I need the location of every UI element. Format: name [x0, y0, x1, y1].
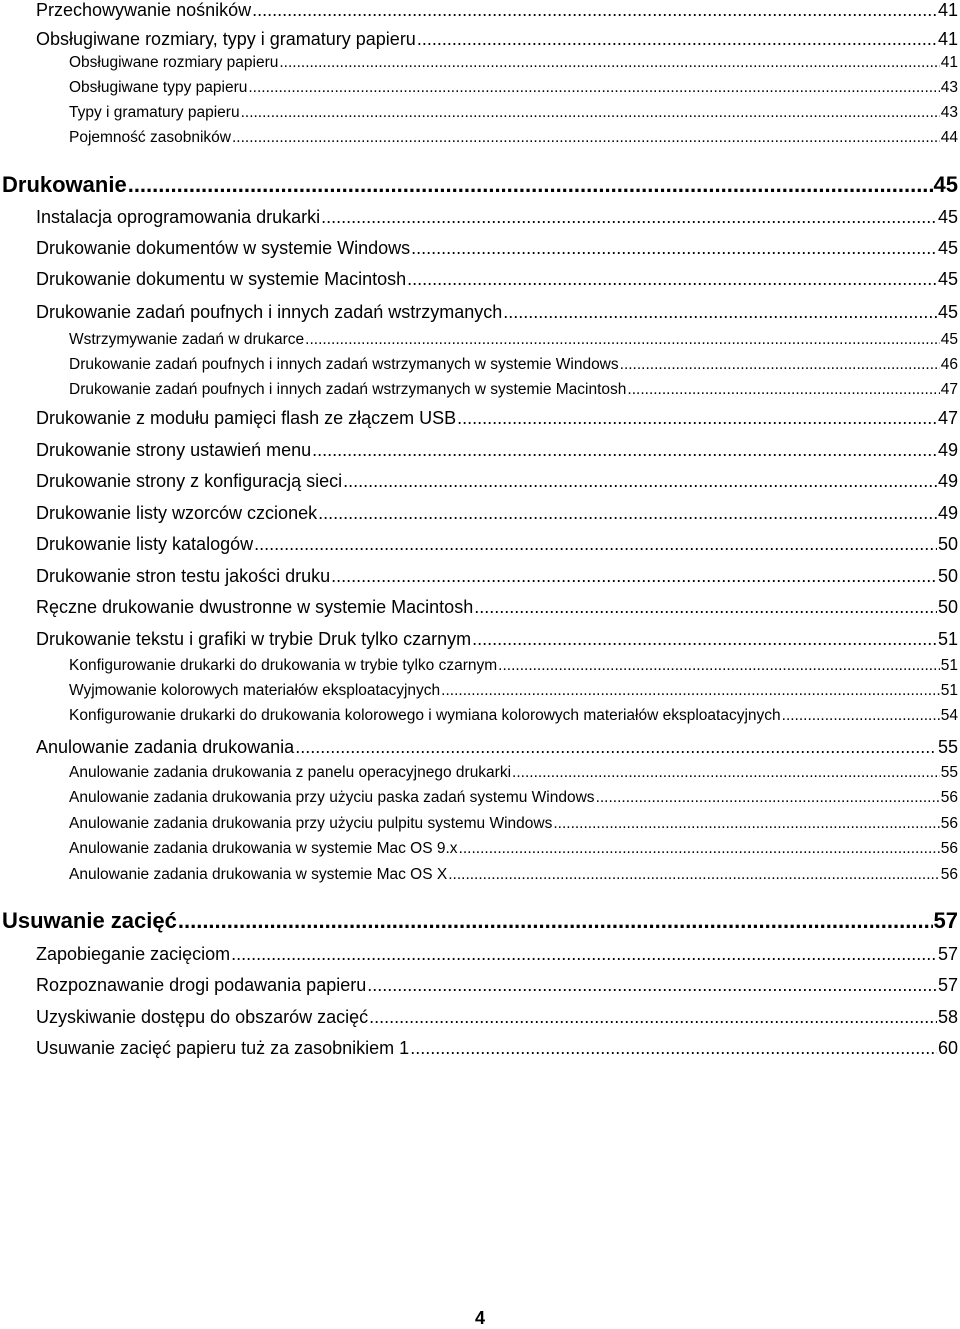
toc-dot-leader: [627, 381, 939, 399]
toc-entry-title: Drukowanie dokumentu w systemie Macintosh: [36, 269, 407, 289]
toc-entry-title: Drukowanie: [2, 172, 127, 197]
toc-dot-leader: [343, 471, 937, 492]
toc-section[interactable]: [36, 503, 958, 524]
toc-entry-title: Anulowanie zadania drukowania: [36, 737, 295, 757]
toc-page-number: 58: [937, 1007, 958, 1027]
toc-page-number: 56: [940, 789, 958, 806]
toc-subsection[interactable]: [69, 356, 958, 374]
toc-entry-title: Wstrzymywanie zadań w drukarce: [69, 331, 305, 348]
toc-page-number: 46: [940, 356, 958, 373]
toc-entry-title: Typy i gramatury papieru: [69, 104, 240, 121]
toc-dot-leader: [417, 29, 937, 50]
toc-dot-leader: [241, 104, 940, 122]
toc-entry-title: Konfigurowanie drukarki do drukowania w trybie tylko czarnym: [69, 657, 498, 674]
toc-dot-leader: [448, 866, 940, 884]
toc-section[interactable]: [36, 566, 958, 587]
toc-page-number: 41: [937, 29, 958, 49]
toc-entry-title: Drukowanie strony ustawień menu: [36, 440, 312, 460]
toc-section[interactable]: [36, 29, 958, 50]
toc-section[interactable]: [36, 629, 958, 650]
toc-dot-leader: [782, 707, 940, 725]
toc-entry-title: Anulowanie zadania drukowania przy użyciu pulpitu systemu Windows: [69, 815, 553, 832]
toc-dot-leader: [369, 1007, 937, 1028]
toc-dot-leader: [321, 207, 937, 228]
toc-page-number: 41: [940, 54, 958, 71]
toc-entry-title: Pojemność zasobników: [69, 129, 231, 146]
toc-subsection[interactable]: [69, 657, 958, 675]
toc-section[interactable]: [36, 534, 958, 555]
toc-page-number: 56: [940, 840, 958, 857]
toc-page-number: 49: [937, 503, 958, 523]
toc-subsection[interactable]: [69, 79, 958, 97]
toc-subsection[interactable]: [69, 381, 958, 399]
toc-entry-title: Anulowanie zadania drukowania w systemie Mac OS X: [69, 866, 448, 883]
toc-dot-leader: [459, 840, 940, 858]
toc-page-number: 51: [940, 682, 958, 699]
toc-subsection[interactable]: [69, 789, 958, 807]
toc-dot-leader: [472, 629, 937, 650]
toc-dot-leader: [248, 79, 939, 97]
toc-entry-title: Drukowanie zadań poufnych i innych zadań wstrzymanych w systemie Macintosh: [69, 381, 627, 398]
toc-entry-title: Anulowanie zadania drukowania w systemie Mac OS 9.x: [69, 840, 458, 857]
toc-entry-title: Instalacja oprogramowania drukarki: [36, 207, 321, 227]
toc-page-number: 51: [937, 629, 958, 649]
toc-section[interactable]: [36, 207, 958, 228]
toc-page-number: 60: [937, 1038, 958, 1058]
toc-page-number: 47: [937, 408, 958, 428]
toc-dot-leader: [503, 302, 937, 323]
toc-page-number: 45: [937, 302, 958, 322]
toc-subsection[interactable]: [69, 840, 958, 858]
toc-dot-leader: [407, 269, 937, 290]
toc-subsection[interactable]: [69, 815, 958, 833]
toc-section[interactable]: [36, 269, 958, 290]
toc-subsection[interactable]: [69, 682, 958, 700]
toc-dot-leader: [367, 975, 937, 996]
toc-subsection[interactable]: [69, 866, 958, 884]
toc-page-number: 50: [937, 566, 958, 586]
toc-dot-leader: [512, 764, 940, 782]
toc-page-number: 57: [933, 908, 958, 933]
toc-page-number: 56: [940, 866, 958, 883]
toc-dot-leader: [596, 789, 940, 807]
toc-entry-title: Wyjmowanie kolorowych materiałów eksploatacyjnych: [69, 682, 441, 699]
toc-dot-leader: [457, 408, 937, 429]
toc-page-number: 45: [933, 172, 958, 197]
toc-entry-title: Drukowanie dokumentów w systemie Windows: [36, 238, 411, 258]
toc-page-number: 49: [937, 440, 958, 460]
toc-page-number: 45: [937, 207, 958, 227]
toc-entry-title: Obsługiwane rozmiary papieru: [69, 54, 279, 71]
toc-dot-leader: [252, 0, 937, 21]
toc-chapter[interactable]: [2, 908, 958, 934]
toc-dot-leader: [312, 440, 937, 461]
toc-page-number: 50: [937, 534, 958, 554]
toc-page-number: 51: [940, 657, 958, 674]
toc-dot-leader: [498, 657, 940, 675]
toc-page-number: 41: [937, 0, 958, 20]
toc-section[interactable]: [36, 408, 958, 429]
toc-page-number: 55: [940, 764, 958, 781]
toc-section[interactable]: [36, 737, 958, 758]
toc-dot-leader: [441, 682, 940, 700]
toc-page-number: 44: [940, 129, 958, 146]
toc-page-number: 43: [940, 104, 958, 121]
toc-entry-title: Drukowanie zadań poufnych i innych zadań wstrzymanych: [36, 302, 503, 322]
toc-entry-title: Drukowanie z modułu pamięci flash ze złączem USB: [36, 408, 457, 428]
toc-dot-leader: [410, 1038, 937, 1059]
toc-entry-title: Ręczne drukowanie dwustronne w systemie Macintosh: [36, 597, 474, 617]
toc-section[interactable]: [36, 302, 958, 323]
toc-subsection[interactable]: [69, 54, 958, 72]
toc-subsection[interactable]: [69, 331, 958, 349]
toc-dot-leader: [318, 503, 937, 524]
toc-section[interactable]: [36, 597, 958, 618]
toc-entry-title: Przechowywanie nośników: [36, 0, 252, 20]
toc-subsection[interactable]: [69, 764, 958, 782]
toc-page-number: 54: [940, 707, 958, 724]
toc-section[interactable]: [36, 944, 958, 965]
toc-entry-title: Drukowanie tekstu i grafiki w trybie Druk tylko czarnym: [36, 629, 472, 649]
toc-dot-leader: [178, 908, 933, 934]
toc-subsection[interactable]: [69, 104, 958, 122]
toc-entry-title: Konfigurowanie drukarki do drukowania kolorowego i wymiana kolorowych materiałów eksploatacyjnych: [69, 707, 781, 724]
toc-section[interactable]: [36, 440, 958, 461]
toc-entry-title: Uzyskiwanie dostępu do obszarów zacięć: [36, 1007, 369, 1027]
toc-entry-title: Usuwanie zacięć: [2, 908, 177, 933]
toc-subsection[interactable]: [69, 707, 958, 725]
toc-entry-title: Drukowanie strony z konfiguracją sieci: [36, 471, 343, 491]
toc-page-number: 56: [940, 815, 958, 832]
toc-section[interactable]: [36, 0, 958, 21]
toc-dot-leader: [331, 566, 937, 587]
toc-chapter[interactable]: [2, 172, 958, 198]
toc-entry-title: Drukowanie zadań poufnych i innych zadań wstrzymanych w systemie Windows: [69, 356, 619, 373]
toc-section[interactable]: [36, 975, 958, 996]
toc-section[interactable]: [36, 238, 958, 259]
toc-page-number: 45: [940, 331, 958, 348]
toc-page-number: 55: [937, 737, 958, 757]
toc-entry-title: Anulowanie zadania drukowania z panelu operacyjnego drukarki: [69, 764, 512, 781]
toc-page-number: 45: [937, 238, 958, 258]
toc-dot-leader: [295, 737, 937, 758]
toc-dot-leader: [254, 534, 937, 555]
toc-page-number: 57: [937, 944, 958, 964]
toc-page-number: 57: [937, 975, 958, 995]
toc-dot-leader: [305, 331, 940, 349]
toc-entry-title: Drukowanie listy wzorców czcionek: [36, 503, 318, 523]
toc-entry-title: Obsługiwane typy papieru: [69, 79, 248, 96]
toc-dot-leader: [474, 597, 937, 618]
toc-page-number: 47: [940, 381, 958, 398]
toc-subsection[interactable]: [69, 129, 958, 147]
toc-dot-leader: [411, 238, 937, 259]
toc-entry-title: Drukowanie stron testu jakości druku: [36, 566, 331, 586]
toc-entry-title: Zapobieganie zacięciom: [36, 944, 231, 964]
toc-section[interactable]: [36, 471, 958, 492]
toc-dot-leader: [232, 129, 940, 147]
toc-dot-leader: [620, 356, 940, 374]
toc-page-number: 43: [940, 79, 958, 96]
toc-page-number: 45: [937, 269, 958, 289]
toc-dot-leader: [553, 815, 939, 833]
page-number: 4: [474, 1308, 485, 1328]
toc-section[interactable]: [36, 1038, 958, 1059]
toc-section[interactable]: [36, 1007, 958, 1028]
toc-page-number: 50: [937, 597, 958, 617]
toc-entry-title: Anulowanie zadania drukowania przy użyciu paska zadań systemu Windows: [69, 789, 595, 806]
toc-dot-leader: [231, 944, 937, 965]
toc-entry-title: Drukowanie listy katalogów: [36, 534, 254, 554]
toc-entry-title: Rozpoznawanie drogi podawania papieru: [36, 975, 367, 995]
toc-dot-leader: [128, 172, 933, 198]
toc-page-number: 49: [937, 471, 958, 491]
toc-entry-title: Usuwanie zacięć papieru tuż za zasobnikiem 1: [36, 1038, 410, 1058]
toc-entry-title: Obsługiwane rozmiary, typy i gramatury papieru: [36, 29, 416, 49]
toc-dot-leader: [279, 54, 939, 72]
